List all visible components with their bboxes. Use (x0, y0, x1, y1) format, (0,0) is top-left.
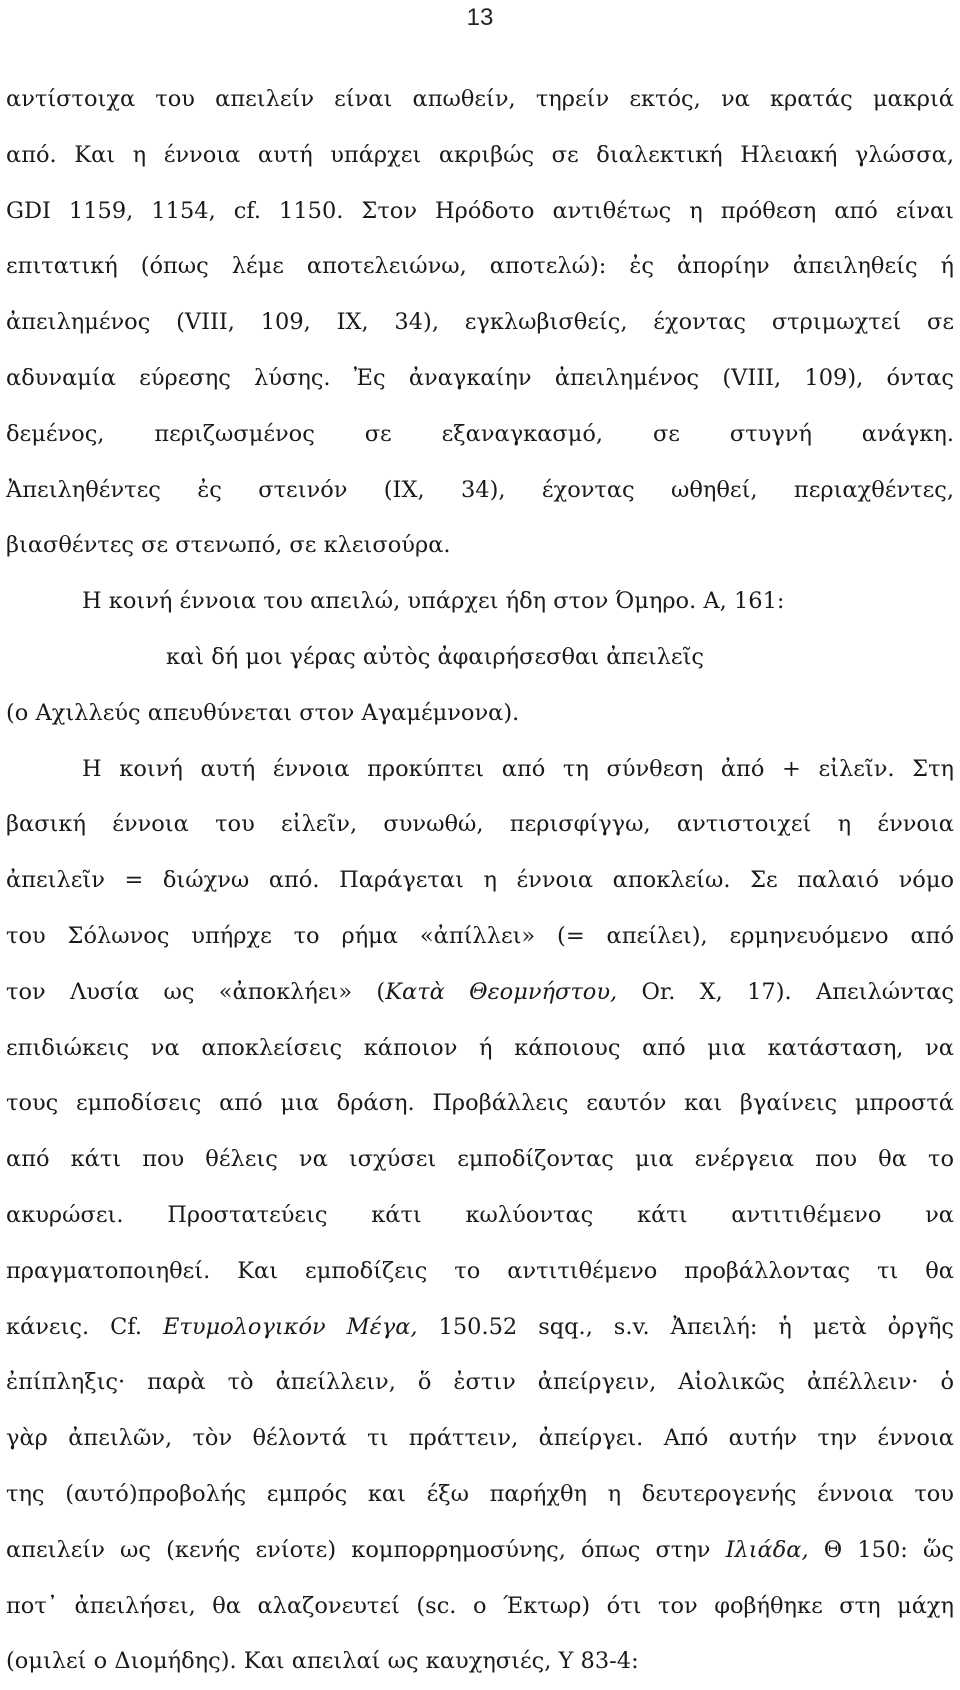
italic-title: Ετυμολογικόν Μέγα, (162, 1313, 418, 1340)
text-line (6, 407, 954, 463)
line-text: απειλείν ως (κενής ενίοτε) κομπορρημοσύνης, όπως στην (6, 1536, 726, 1563)
document-body (6, 72, 954, 1690)
line-text: από κάτι που θέλεις να ισχύσει εμποδίζοντας μια ενέργεια που θα το (6, 1146, 954, 1173)
text-line (6, 1244, 954, 1300)
text-line (6, 1076, 954, 1132)
line-text: αδυναμία εύρεσης λύσης. Ἐς ἀναγκαίην ἀπειλημένος (VIII, 109), όντας (6, 364, 954, 391)
line-text: 150.52 sqq., s.v. Ἀπειλή: ἡ μετὰ ὀργῆς (417, 1313, 954, 1340)
line-text: Η κοινή αυτή έννοια προκύπτει από τη σύνθεση ἀπό + εἰλεῖν. Στη (82, 755, 954, 782)
text-line (6, 1579, 954, 1635)
line-text: πραγματοποιηθεί. Και εμποδίζεις το αντιτιθέμενο προβάλλοντας τι θα (6, 1257, 954, 1284)
text-line (6, 853, 954, 909)
text-line (6, 239, 954, 295)
text-line (6, 1411, 954, 1467)
text-line (6, 1355, 954, 1411)
line-text: τους εμποδίσεις από μια δράση. Προβάλλεις εαυτόν και βγαίνεις μπροστά (6, 1090, 954, 1117)
text-line (6, 295, 954, 351)
line-text: δεμένος, περιζωσμένος σε εξαναγκασμό, σε στυγνή ανάγκη. (6, 420, 954, 447)
text-line (6, 1300, 954, 1356)
line-text: GDI 1159, 1154, cf. 1150. Στον Ηρόδοτο αντιθέτως η πρόθεση από είναι (6, 197, 954, 224)
text-line (6, 1132, 954, 1188)
line-text: Or. X, 17). Απειλώντας (617, 978, 954, 1005)
line-text: ποτ᾽ ἀπειλήσει, θα αλαζονευτεί (sc. ο Έκτωρ) ότι τον φοβήθηκε στη μάχη (6, 1592, 954, 1619)
text-line (6, 797, 954, 853)
line-text: αντίστοιχα του απειλείν είναι απωθείν, τηρείν εκτός, να κρατάς μακριά (6, 86, 954, 112)
line-text: ακυρώσει. Προστατεύεις κάτι κωλύοντας κάτι αντιτιθέμενο να (6, 1201, 954, 1228)
line-text: γὰρ ἀπειλῶν, τὸν θέλοντά τι πράττειν, ἀπείργει. Από αυτήν την έννοια (6, 1425, 954, 1452)
text-line (6, 1467, 954, 1523)
text-line (6, 1021, 954, 1077)
line-text: ἀπειλεῖν = διώχνω από. Παράγεται η έννοια αποκλείω. Σε παλαιό νόμο (6, 867, 954, 894)
line-text: (ο Αχιλλεύς απευθύνεται στον Αγαμέμνονα). (6, 699, 520, 726)
line-text: Θ 150: ὥς (808, 1536, 954, 1563)
line-text: Η κοινή έννοια του απειλώ, υπάρχει ήδη στον Όμηρο. Α, 161: (82, 588, 785, 615)
text-line (6, 1188, 954, 1244)
text-line (6, 463, 954, 519)
text-line (6, 965, 954, 1021)
text-line (6, 518, 954, 574)
line-text: ἀπειλημένος (VIII, 109, IX, 34), εγκλωβισθείς, έχοντας στριμωχτεί σε (6, 309, 954, 336)
line-text: καὶ δή μοι γέρας αὐτὸς ἀφαιρήσεσθαι ἀπειλεῖς (166, 643, 705, 670)
italic-title: Κατὰ Θεομνήστου, (385, 978, 618, 1005)
text-line (6, 184, 954, 240)
line-text: από. Και η έννοια αυτή υπάρχει ακριβώς σε διαλεκτική Ηλειακή γλώσσα, (6, 141, 954, 168)
line-text: κάνεις. Cf. (6, 1313, 163, 1340)
line-text: ἐπίπληξις· παρὰ τὸ ἀπείλλειν, ὅ ἐστιν ἀπείργειν, Αἰολικῶς ἀπέλλειν· ὁ (6, 1369, 954, 1396)
line-text: Ἀπειληθέντες ἐς στεινόν (IX, 34), έχοντας ωθηθεί, περιαχθέντες, (6, 476, 954, 503)
line-text: επιδιώκεις να αποκλείσεις κάποιον ή κάποιους από μια κατάσταση, να (6, 1034, 954, 1061)
page-number: 13 (466, 4, 494, 31)
line-text: του Σόλωνος υπήρχε το ρήμα «ἀπίλλει» (= απείλει), ερμηνευόμενο από (6, 922, 954, 949)
line-text: τον Λυσία ως «ἀποκλήει» ( (6, 978, 386, 1005)
text-line (6, 1523, 954, 1579)
text-line (6, 909, 954, 965)
text-line (6, 72, 954, 128)
text-line (6, 574, 954, 630)
line-text: επιτατική (όπως λέμε αποτελειώνω, αποτελώ): ἐς ἀπορίην ἀπειληθείς ή (6, 253, 954, 280)
line-text: βασική έννοια του εἰλεῖν, συνωθώ, περισφίγγω, αντιστοιχεί η έννοια (6, 811, 954, 838)
text-line (6, 351, 954, 407)
text-line (6, 128, 954, 184)
line-text: (ομιλεί ο Διομήδης). Και απειλαί ως καυχησιές, Υ 83-4: (6, 1648, 639, 1675)
text-line (6, 1634, 954, 1690)
italic-title: Ιλιάδα, (725, 1536, 809, 1563)
line-text: της (αυτό)προβολής εμπρός και έξω παρήχθη η δευτερογενής έννοια του (6, 1480, 954, 1507)
text-line (6, 630, 954, 686)
line-text: βιασθέντες σε στενωπό, σε κλεισούρα. (6, 532, 451, 559)
text-line (6, 742, 954, 798)
text-line (6, 686, 954, 742)
